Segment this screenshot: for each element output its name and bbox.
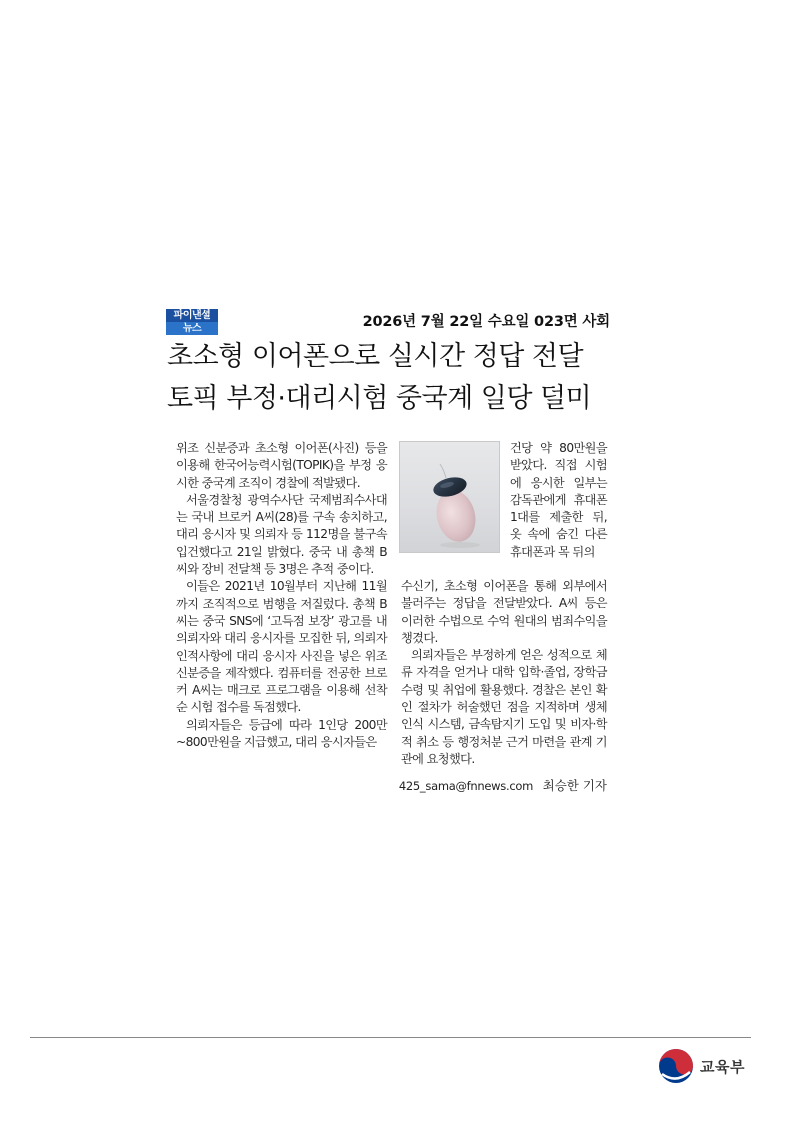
headline-line-1: 초소형 이어폰으로 실시간 정답 전달 — [167, 341, 584, 372]
paragraph: 위조 신분증과 초소형 이어폰(사진) 등을 이용해 한국어능력시험(TOPIK)을 부정 응시한 중국계 조직이 경찰에 적발됐다. — [176, 441, 387, 490]
byline-name: 최승한 기자 — [542, 778, 607, 793]
article-right-top-column — [510, 440, 607, 561]
dateline: 2026년 7월 22일 수요일 023면 사회 — [362, 314, 610, 330]
paragraph: 서울경찰청 광역수사단 국제범죄수사대는 국내 브로커 A씨(28)를 구속 송치하고, 대리 응시자 및 의뢰자 등 112명을 불구속 입건했다고 21일 밝혔다. 중국 내 총책 B씨와 장비 전달책 등 3명은 추적 중이다. — [176, 492, 387, 577]
paragraph: 건당 약 80만원을 받았다. 직접 시험에 응시한 일부는 감독관에게 휴대폰 1대를 제출한 뒤, 옷 속에 숨긴 다른 휴대폰과 목 뒤의 — [510, 441, 607, 559]
taegeuk-icon — [658, 1048, 694, 1084]
earphone-photo — [399, 441, 500, 553]
byline — [399, 776, 607, 794]
logo-line-2: 뉴스 — [166, 322, 218, 335]
earphone-image-icon — [400, 442, 499, 552]
headline-line-2: 토픽 부정·대리시험 중국계 일당 덜미 — [167, 383, 592, 414]
paragraph: 의뢰자들은 부정하게 얻은 성적으로 체류 자격을 얻거나 대학 입학·졸업, 장학금 수령 및 취업에 활용했다. 경찰은 본인 확인 절차가 허술했던 점을 지적하며 생체인식 시스템, 금속탐지기 도입 및 비자·학적 취소 등 행정처분 근거 마련을 관계 기관에 요청했다. — [401, 648, 607, 766]
logo-line-1: 파이낸셜 — [166, 309, 218, 322]
footer-divider — [30, 1037, 751, 1038]
article-right-column — [401, 578, 607, 768]
byline-email: 425_sama@fnnews.com — [398, 779, 533, 793]
paragraph: 수신기, 초소형 이어폰을 통해 외부에서 불러주는 정답을 전달받았다. A씨 등은 이러한 수법으로 수억 원대의 범죄수익을 챙겼다. — [401, 579, 607, 645]
paragraph: 이들은 2021년 10월부터 지난해 11월까지 조직적으로 범행을 저질렀다. 총책 B씨는 중국 SNS에 ‘고득점 보장’ 광고를 내 의뢰자와 대리 응시자를 모집한 뒤, 의뢰자 인적사항에 대리 응시자 사진을 넣은 위조 신분증을 제작했다. 컴퓨터를 전공한 브로커 A씨는 매크로 프로그램을 이용해 선착순 시험 접수를 독점했다. — [176, 579, 387, 715]
paragraph: 의뢰자들은 등급에 따라 1인당 200만~800만원을 지급했고, 대리 응시자들은 — [176, 717, 387, 750]
newspaper-logo — [166, 309, 218, 335]
ministry-name: 교육부 — [700, 1057, 745, 1076]
article-left-column — [176, 440, 387, 751]
ministry-logo — [658, 1048, 745, 1084]
